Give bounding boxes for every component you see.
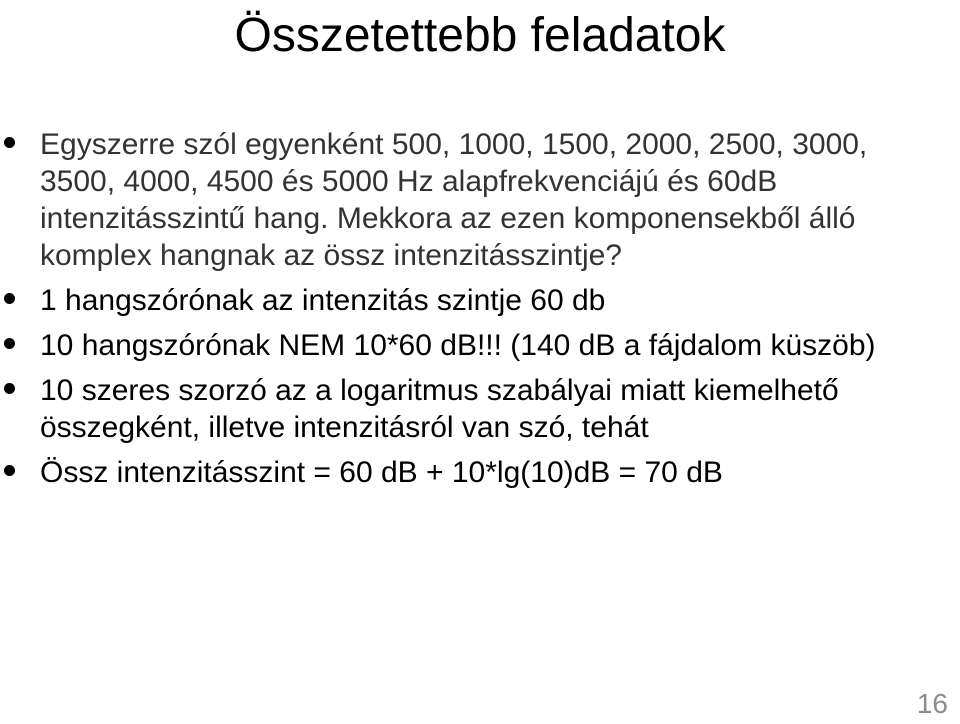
bullet-text: Egyszerre szól egyenként 500, 1000, 1500, 2000, 2500, 3000, 3500, 4000, 4500 és 5000 Hz alapfrekvenciájú és 60dB intenzitásszintű hang. Mekkora az ezen komponensekből álló komplex hangnak az össz intenzitásszintje? <box>40 128 868 272</box>
bullet-item <box>0 126 960 274</box>
page-number: 16 <box>916 688 948 719</box>
bullet-text: 10 szeres szorzó az a logaritmus szabályai miatt kiemelhető összegként, illetve intenzitásról van szó, tehát <box>40 374 839 444</box>
bullet-text: 10 hangszórónak NEM 10*60 dB!!! (140 dB a fájdalom küszöb) <box>40 329 876 362</box>
bullet-item <box>0 327 960 364</box>
bullet-dot-icon <box>4 338 15 349</box>
bullet-text: Össz intenzitásszint = 60 dB + 10*lg(10)dB = 70 dB <box>40 456 723 489</box>
slide-title: Összetettebb feladatok <box>234 9 726 62</box>
bullet-dot-icon <box>4 293 15 304</box>
bullet-list <box>0 126 960 499</box>
bullet-item <box>0 372 960 446</box>
bullet-dot-icon <box>4 465 15 476</box>
bullet-item <box>0 282 960 319</box>
bullet-item <box>0 454 960 491</box>
bullet-dot-icon <box>4 383 15 394</box>
bullet-text: 1 hangszórónak az intenzitás szintje 60 db <box>40 284 606 317</box>
bullet-dot-icon <box>4 137 15 148</box>
